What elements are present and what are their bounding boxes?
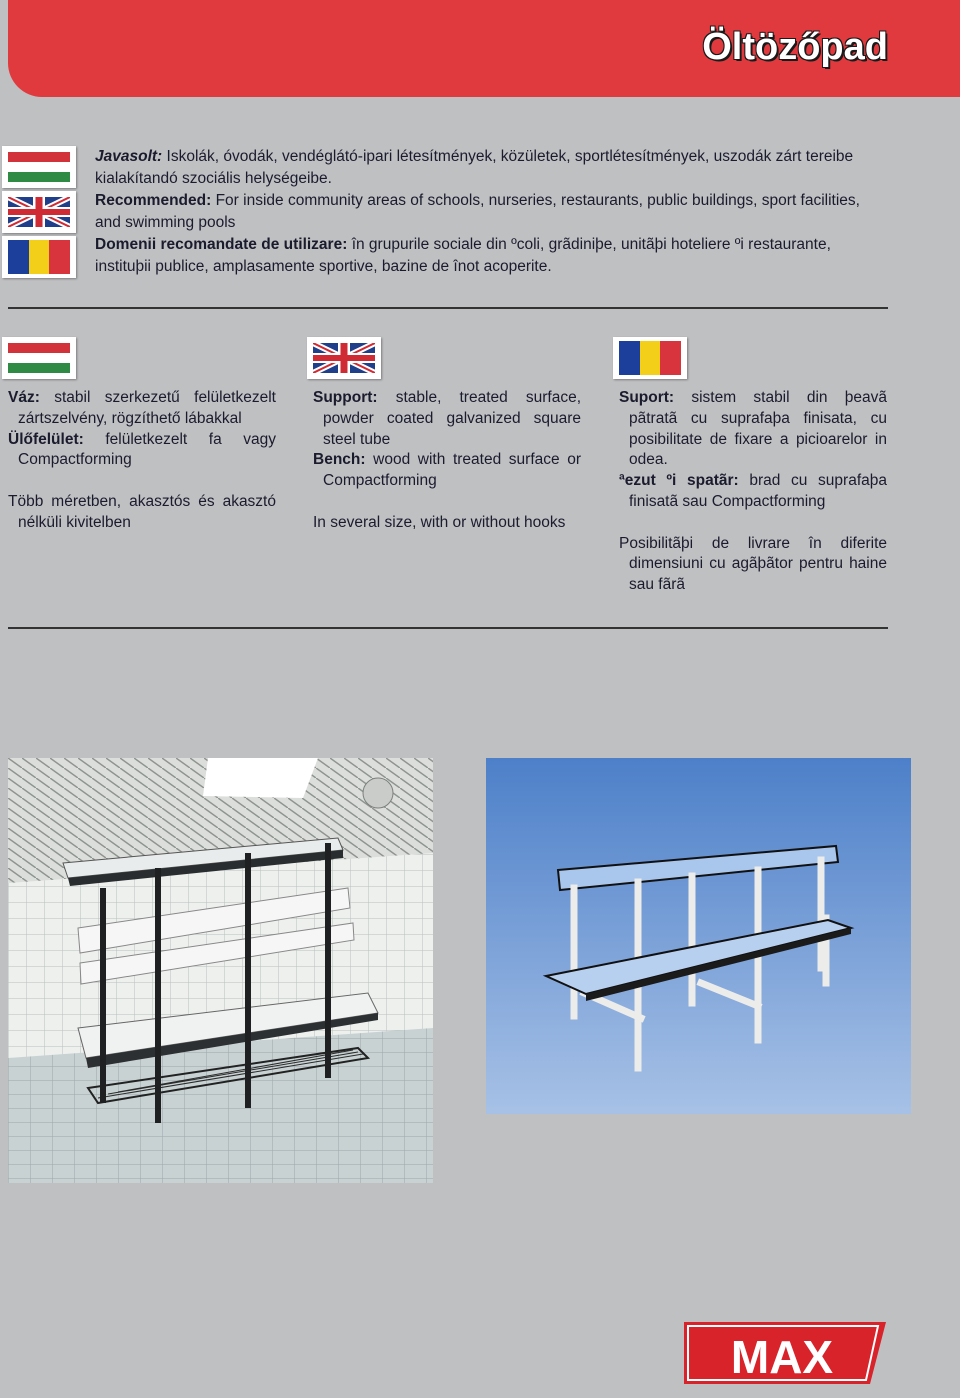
en-note: In several size, with or without hooks bbox=[313, 513, 566, 531]
en-frame-text: stable, treated surface, powder coated galvanized square steel tube bbox=[323, 389, 581, 448]
uk-flag-icon bbox=[307, 337, 381, 379]
intro-hu-label: Javasolt: bbox=[95, 148, 163, 165]
hu-frame-text: stabil szerkezetű felületkezelt zártszelvény, rögzíthető lábakkal bbox=[18, 389, 276, 427]
ro-note: Posibilitãþi de livrare în diferite dimensiuni cu agãþãtor pentru haine sau fãrã bbox=[619, 534, 887, 594]
locker-room-bench-photo bbox=[8, 758, 433, 1183]
ro-seat-label: ªezut ºi spatãr: bbox=[619, 472, 739, 490]
hu-seat-label: Ülőfelület: bbox=[8, 430, 84, 448]
hu-seat-text: felületkezelt fa vagy Compactforming bbox=[18, 430, 276, 469]
column-en bbox=[313, 388, 581, 534]
page-title: Öltözőpad bbox=[702, 26, 888, 68]
logo-text: MAX bbox=[730, 1331, 834, 1383]
romania-flag-icon bbox=[613, 337, 687, 379]
column-hu bbox=[8, 388, 276, 534]
hungary-flag-icon bbox=[2, 146, 76, 188]
divider-top bbox=[8, 307, 888, 309]
ro-seat-text: brad cu suprafaþa finisatã sau Compactforming bbox=[629, 472, 887, 510]
uk-flag-icon bbox=[2, 191, 76, 233]
ro-frame-label: Suport: bbox=[619, 389, 675, 406]
intro-en-label: Recommended: bbox=[95, 192, 212, 209]
en-seat-label: Bench: bbox=[313, 451, 366, 469]
intro-hu-text: Iskolák, óvodák, vendéglátó-ipari létesítmények, közületek, sportlétesítmények, uszodák zárt tereibe kialakítandó szociális helységeibe. bbox=[95, 148, 854, 187]
en-frame-label: Support: bbox=[313, 389, 378, 406]
hu-note: Több méretben, akasztós és akasztó nélküli kivitelben bbox=[8, 492, 276, 531]
intro-ro bbox=[95, 234, 890, 278]
intro-text bbox=[95, 146, 890, 278]
en-seat-text: wood with treated surface or Compactforming bbox=[323, 451, 581, 490]
intro-ro-label: Domenii recomandate de utilizare: bbox=[95, 236, 348, 253]
column-ro bbox=[619, 388, 887, 596]
romania-flag-icon bbox=[2, 236, 76, 278]
intro-en bbox=[95, 190, 890, 234]
intro-hu bbox=[95, 146, 890, 190]
intro-en-text: For inside community areas of schools, nurseries, restaurants, public buildings, sport facilities, and swimming pools bbox=[95, 192, 860, 231]
max-logo bbox=[684, 1320, 886, 1391]
divider-bottom bbox=[8, 627, 888, 629]
intro-ro-text: în grupurile sociale din ºcoli, grãdiniþe, unitãþi hoteliere ºi restaurante, instituþii publice, amplasamente sportive, bazine de înot acoperite. bbox=[95, 236, 831, 275]
hungary-flag-icon bbox=[2, 337, 76, 379]
blue-bench-photo bbox=[486, 758, 911, 1114]
ro-frame-text: sistem stabil din þeavã pãtratã cu suprafaþa finisata, cu posibilitate de fixare a picioarelor in odea. bbox=[629, 389, 887, 469]
hu-frame-label: Váz: bbox=[8, 389, 40, 406]
